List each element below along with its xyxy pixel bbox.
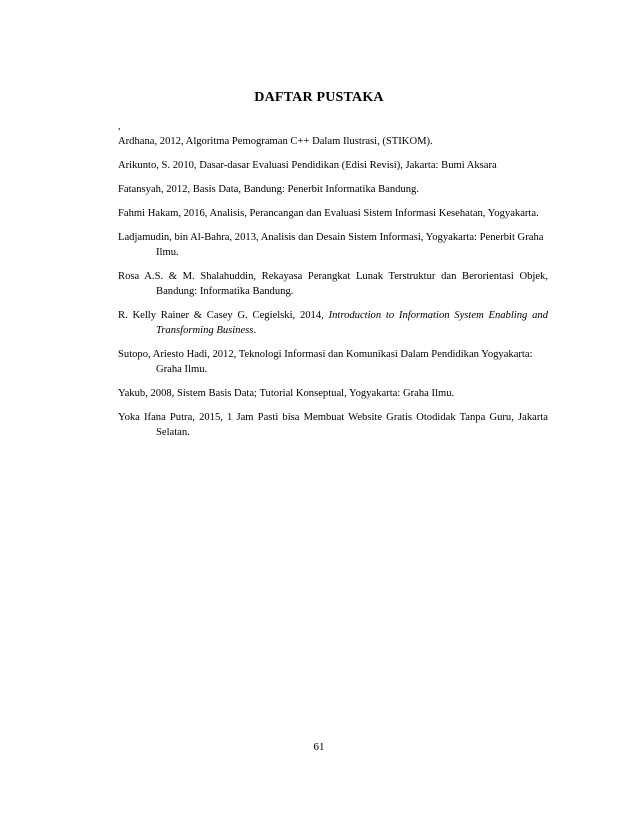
reference-text: Arikunto, S. 2010, Dasar-dasar Evaluasi Pendidikan (Edisi Revisi), Jakarta: Bumi Aksara (118, 160, 497, 171)
reference-text: Rosa A.S. & M. Shalahuddin, Rekayasa Perangkat Lunak Terstruktur dan Berorientasi Objek, Bandung: Informatika Bandung. (118, 271, 548, 297)
reference-text: R. Kelly Rainer & Casey G. Cegielski, 2014, (118, 310, 329, 321)
reference-text: Yakub, 2008, Sistem Basis Data; Tutorial Konseptual, Yogyakarta: Graha Ilmu. (118, 388, 455, 399)
reference-item (118, 386, 548, 401)
page-title: DAFTAR PUSTAKA (254, 90, 384, 105)
reference-item (118, 134, 548, 149)
reference-item (118, 269, 548, 299)
reference-item (118, 158, 548, 173)
reference-item (118, 308, 548, 338)
reference-text: . (253, 325, 257, 336)
reference-text: Ardhana, 2012, Algoritma Pemograman C++ Dalam Ilustrasi, (STIKOM). (118, 136, 433, 147)
reference-text: Fahmi Hakam, 2016, Analisis, Perancangan dan Evaluasi Sistem Informasi Kesehatan, Yogyakarta. (118, 208, 539, 219)
reference-title-italic: Introduction to Information System Enabling and Transforming Business (156, 310, 548, 336)
page-number: 61 (313, 741, 325, 753)
reference-text: Fatansyah, 2012, Basis Data, Bandung: Penerbit Informatika Bandung. (118, 184, 419, 195)
reference-text: Ladjamudin, bin Al-Bahra, 2013, Analisis dan Desain Sistem Informasi, Yogyakarta: Penerbit Graha Ilmu. (118, 232, 544, 258)
reference-item (118, 182, 548, 197)
reference-list (118, 134, 548, 449)
reference-text: Yoka Ifana Putra, 2015, 1 Jam Pasti bisa Membuat Website Gratis Otodidak Tanpa Guru, Jakarta Selatan. (118, 412, 548, 438)
reference-item (118, 206, 548, 221)
reference-item (118, 410, 548, 440)
reference-text: Sutopo, Ariesto Hadi, 2012, Teknologi Informasi dan Komunikasi Dalam Pendidikan Yogyakarta: Graha Ilmu. (118, 349, 533, 375)
reference-item (118, 230, 548, 260)
reference-item (118, 347, 548, 377)
stray-mark: , (118, 121, 121, 132)
